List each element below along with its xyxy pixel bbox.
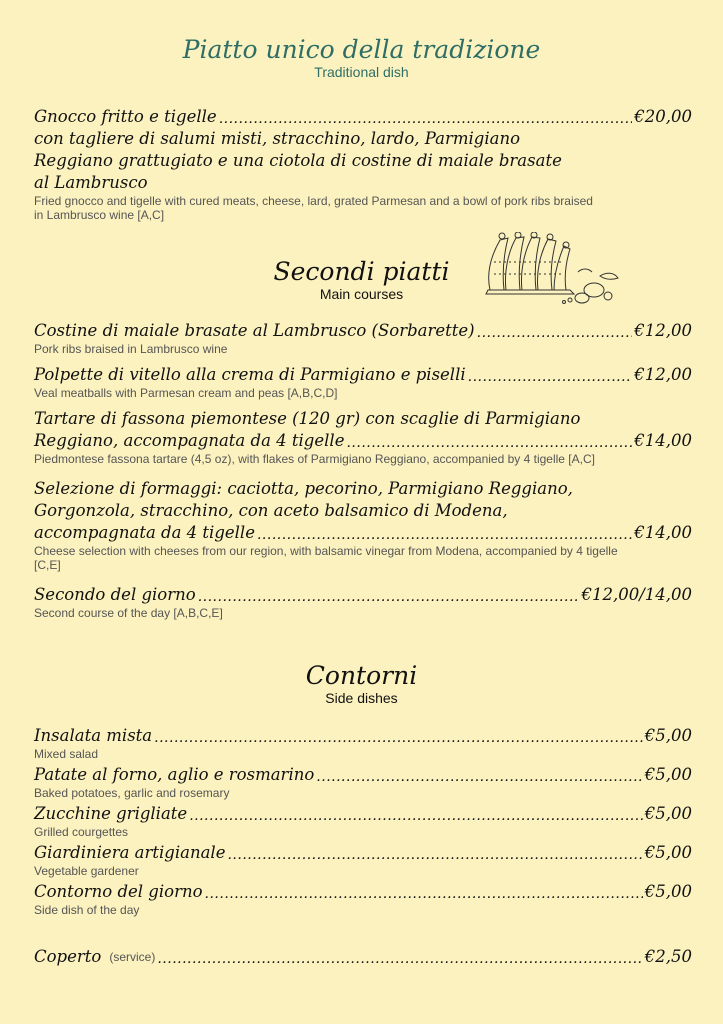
item-english: Piedmontese fassona tartare (4,5 oz), with flakes of Parmigiano Reggiano, accompanied by 4 tigelle [A,C] (34, 452, 595, 466)
menu-item-polpette (34, 364, 692, 400)
item-line (34, 725, 692, 747)
dot-leader (257, 526, 632, 544)
section-subtitle: Side dishes (325, 690, 398, 706)
item-line (34, 803, 692, 825)
item-english: Veal meatballs with Parmesan cream and peas [A,B,C,D] (34, 386, 338, 400)
item-price: €12,00/14,00 (581, 585, 692, 604)
item-english: Side dish of the day (34, 903, 140, 917)
menu-item-tartare (34, 408, 692, 466)
menu-item-secondo-giorno (34, 584, 692, 620)
item-name: Coperto (34, 947, 102, 966)
item-name: Costine di maiale brasate al Lambrusco (Sorbarette) (34, 321, 475, 340)
item-price: €14,00 (634, 523, 692, 542)
item-name: Polpette di vitello alla crema di Parmigiano e piselli (34, 365, 466, 384)
dot-leader (198, 588, 580, 606)
item-line (34, 764, 692, 786)
item-english: Vegetable gardener (34, 864, 139, 878)
item-price: €5,00 (644, 843, 692, 862)
section-title: Secondi piatti (273, 257, 450, 286)
item-name-line: Selezione di formaggi: caciotta, pecorino, Parmigiano Reggiano, (34, 479, 573, 498)
item-name: Giardiniera artigianale (34, 843, 226, 862)
item-price: €12,00 (634, 321, 692, 340)
dot-leader (346, 434, 632, 452)
item-english: Fried gnocco and tigelle with cured meats, cheese, lard, grated Parmesan and a bowl of pork ribs braised (34, 194, 593, 208)
section-subtitle: Traditional dish (314, 64, 409, 80)
menu-item-formaggi (34, 478, 692, 572)
item-price: €5,00 (644, 765, 692, 784)
item-price: €5,00 (644, 804, 692, 823)
menu-item-gnocco (34, 106, 692, 222)
item-line (34, 881, 692, 903)
cover-note: (service) (109, 950, 156, 964)
item-name: Gnocco fritto e tigelle (34, 107, 217, 126)
item-line (34, 946, 692, 968)
item-english: Mixed salad (34, 747, 99, 761)
item-line (34, 842, 692, 864)
item-line (34, 364, 692, 386)
item-english: Cheese selection with cheeses from our region, with balsamic vinegar from Modena, accompanied by 4 tigelle (34, 544, 618, 558)
dot-leader (468, 368, 633, 386)
item-name: accompagnata da 4 tigelle (34, 523, 255, 542)
menu-item-zucchine (34, 803, 692, 839)
section-subtitle: Main courses (319, 286, 404, 302)
item-line (34, 584, 692, 606)
item-name-line: Gorgonzola, stracchino, con aceto balsamico di Modena, (34, 501, 508, 520)
item-english: Baked potatoes, garlic and rosemary (34, 786, 230, 800)
menu-item-giardiniera (34, 842, 692, 878)
item-english: Grilled courgettes (34, 825, 129, 839)
menu-item-contorno-giorno (34, 881, 692, 917)
item-english: Second course of the day [A,B,C,E] (34, 606, 223, 620)
item-line (34, 320, 692, 342)
menu-item-costine (34, 320, 692, 356)
item-description: al Lambrusco (34, 173, 148, 192)
dot-leader (157, 950, 642, 968)
dot-leader (477, 324, 633, 342)
section-traditional-header (0, 36, 723, 80)
section-sides-header (0, 662, 723, 706)
item-name: Secondo del giorno (34, 585, 196, 604)
dot-leader (189, 807, 643, 825)
item-english: Pork ribs braised in Lambrusco wine (34, 342, 228, 356)
menu-item-insalata (34, 725, 692, 761)
item-description: Reggiano grattugiato e una ciotola di costine di maiale brasate (34, 151, 562, 170)
item-price: €20,00 (634, 107, 692, 126)
menu-item-patate (34, 764, 692, 800)
item-line (34, 106, 692, 128)
item-description: con tagliere di salumi misti, stracchino, lardo, Parmigiano (34, 129, 521, 148)
item-name: Reggiano, accompagnata da 4 tigelle (34, 431, 345, 450)
cover-charge (34, 946, 692, 968)
item-name: Zucchine grigliate (34, 804, 188, 823)
item-name-line: Tartare di fassona piemontese (120 gr) con scaglie di Parmigiano (34, 409, 581, 428)
item-price: €5,00 (644, 726, 692, 745)
item-line (34, 430, 692, 452)
item-english: in Lambrusco wine [A,C] (34, 208, 165, 222)
item-price: €2,50 (644, 947, 692, 966)
dot-leader (205, 885, 643, 903)
dot-leader (227, 846, 642, 864)
dot-leader (316, 768, 642, 786)
item-english: [C,E] (34, 558, 61, 572)
pork-ribs-illustration (478, 232, 622, 306)
dot-leader (154, 729, 643, 747)
item-line (34, 522, 692, 544)
dot-leader (219, 110, 633, 128)
item-price: €12,00 (634, 365, 692, 384)
item-name: Contorno del giorno (34, 882, 203, 901)
section-title: Contorni (305, 661, 418, 690)
section-title: Piatto unico della tradizione (182, 35, 541, 64)
item-price: €5,00 (644, 882, 692, 901)
item-name: Patate al forno, aglio e rosmarino (34, 765, 315, 784)
item-price: €14,00 (634, 431, 692, 450)
item-name: Insalata mista (34, 726, 153, 745)
